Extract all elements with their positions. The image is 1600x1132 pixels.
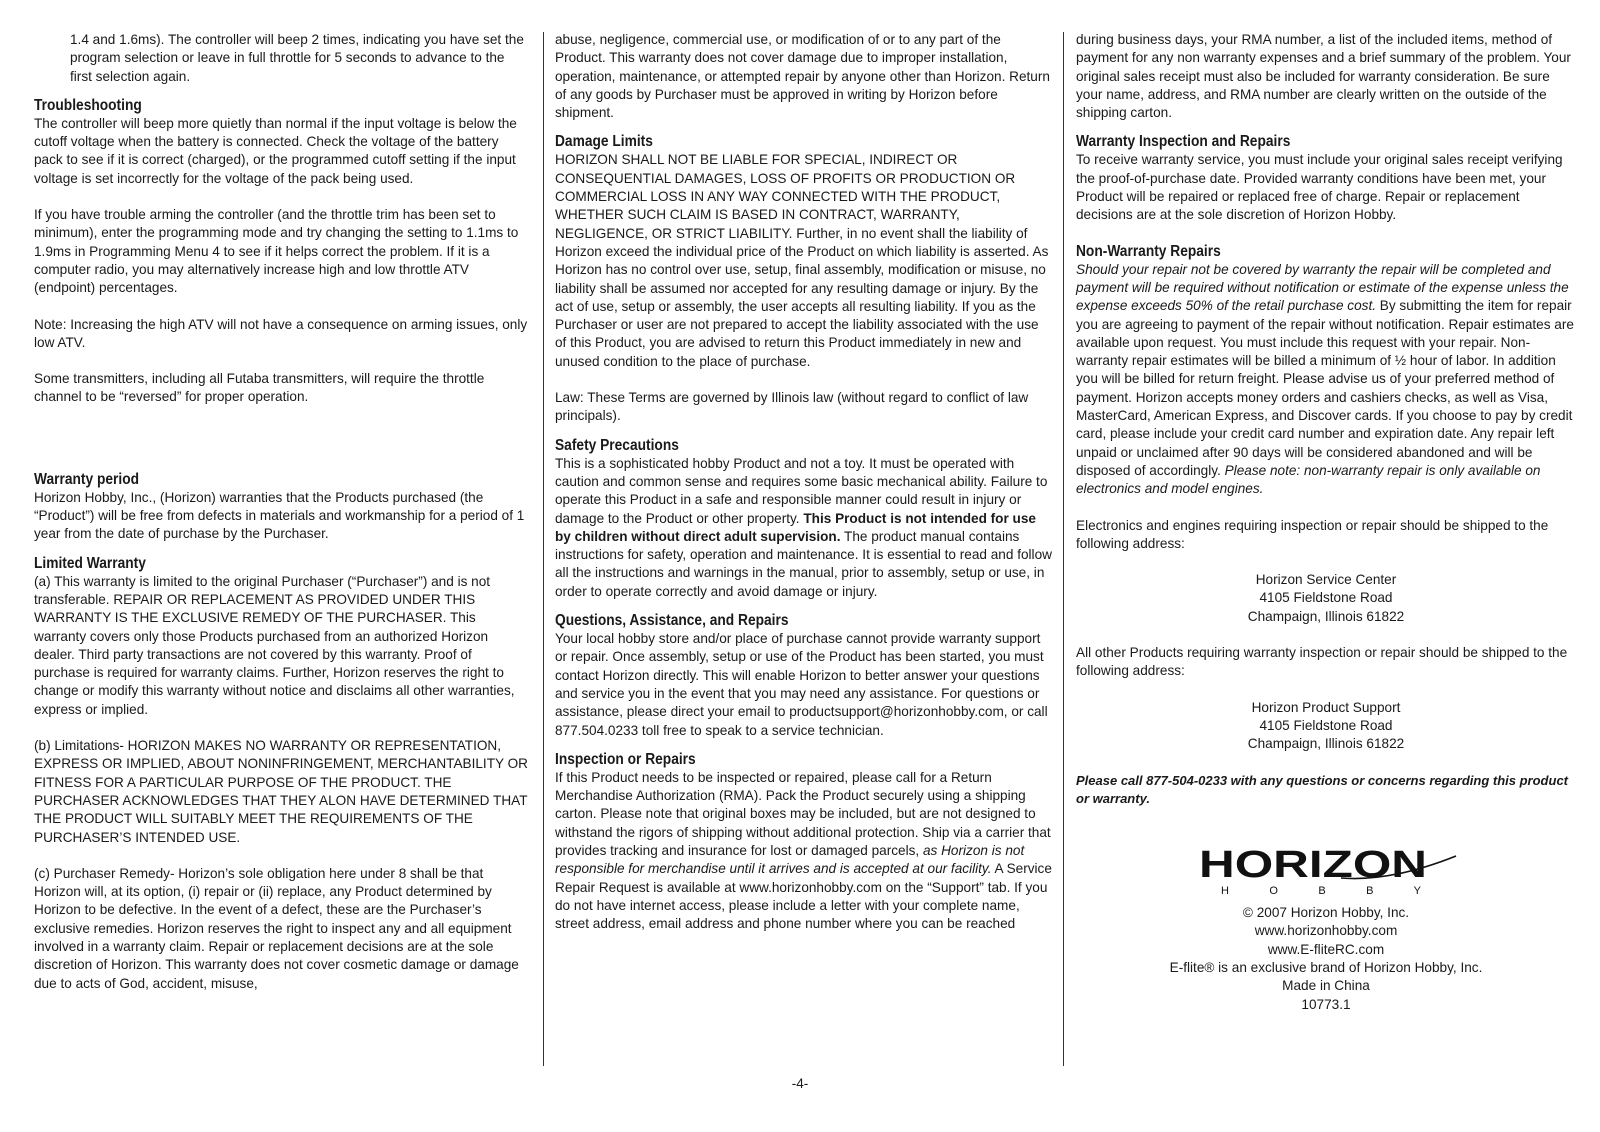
non-warranty-body: By submitting the item for repair you are agreeing to payment of the repair without notification. Repair estimates are available upon request. You must include this request with your repair. Non-warranty repair estimates will be billed a minimum of ½ hour of labor. In addition you will be billed for return freight. Please advise us of your preferred method of payment. Horizon accepts money orders and cashiers checks, as well as Visa, MasterCard, American Express, and Discover cards. If you choose to pay by credit card, please include your credit card number and expiration date. Any repair left unpaid or unclaimed after 90 days will be considered abandoned and will be disposed of accordingly. xyxy=(1076,298,1574,478)
origin-notice: Made in China xyxy=(1282,978,1370,994)
non-warranty-heading: Non-Warranty Repairs xyxy=(1076,242,1221,260)
shipping-instructions-1: Electronics and engines requiring inspection or repair should be shipped to the following address: xyxy=(1076,517,1549,551)
inspection-paragraph xyxy=(555,769,1053,934)
address-line: Champaign, Illinois 61822 xyxy=(1247,608,1405,624)
non-warranty-paragraph xyxy=(1076,261,1576,499)
col2-intro-paragraph: abuse, negligence, commercial use, or modification of or to any part of the Product. This warranty does not cover damage due to improper installation, operation, maintenance, or attempted repair by anyone other than Horizon. Return of any goods by Purchaser must be approved in writing by Horizon before shipment. xyxy=(555,32,1050,121)
safety-paragraph xyxy=(555,455,1053,601)
service-center-address xyxy=(1076,571,1576,626)
troubleshooting-note: Note: Increasing the high ATV will not have a consequence on arming issues, only low ATV. xyxy=(34,316,528,350)
intro-paragraph: 1.4 and 1.6ms). The controller will beep 2 times, indicating you have set the program selection or leave in full throttle for 5 seconds to advance to the first selection again. xyxy=(70,32,524,84)
copyright: © 2007 Horizon Hobby, Inc. xyxy=(1242,905,1410,921)
page-number: -4- xyxy=(791,1076,809,1091)
column-divider-2 xyxy=(1063,32,1064,1066)
limited-warranty-heading: Limited Warranty xyxy=(34,554,146,572)
logo-subword: H O B B Y xyxy=(1221,885,1421,898)
troubleshooting-heading: Troubleshooting xyxy=(34,96,142,114)
governing-law-paragraph: Law: These Terms are governed by Illinois law (without regard to conflict of law principals). xyxy=(555,390,1029,424)
product-support-address xyxy=(1076,699,1576,754)
shipping-instructions-2: All other Products requiring warranty inspection or repair should be shipped to the following address: xyxy=(1076,645,1568,679)
col3-intro-paragraph: during business days, your RMA number, a list of the included items, method of payment for any non warranty expenses and a brief summary of the problem. Your original sales receipt must also be included for warranty consideration. Be sure your name, address, and RMA number are clearly written on the outside of the shipping carton. xyxy=(1076,32,1571,121)
website-link: www.E-fliteRC.com xyxy=(1267,941,1385,957)
warranty-inspection-paragraph: To receive warranty service, you must include your original sales receipt verifying the proof-of-purchase date. Provided warranty conditions have been met, your Product will be repaired or replaced free of charge. Repair or replacement decisions are at the sole discretion of Horizon Hobby. xyxy=(1076,152,1563,223)
horizon-hobby-logo xyxy=(1191,842,1461,898)
warranty-inspection-heading: Warranty Inspection and Repairs xyxy=(1076,133,1291,151)
address-line: Horizon Service Center xyxy=(1255,572,1397,588)
footer-block xyxy=(1076,904,1576,1014)
troubleshooting-paragraph-4: Some transmitters, including all Futaba transmitters, will require the throttle channel to be “reversed” for proper operation. xyxy=(34,371,485,405)
address-line: 4105 Fieldstone Road xyxy=(1259,717,1393,733)
column-1 xyxy=(34,31,529,993)
inspection-text-start: If this Product needs to be inspected or repaired, please call for a Return Merchandise Authorization (RMA). Pack the Product securely using a shipping carton. Please note that original boxes may be included, but are not designed to withstand the rigors of shipping without additional protection. Ship via a carrier that provides tracking and insurance for lost or damaged parcels, xyxy=(555,769,1051,858)
troubleshooting-paragraph-2: If you have trouble arming the controller (and the throttle trim has been set to minimum), enter the programming mode and try changing the setting to 1.1ms to 1.9ms in Programming Menu 4 to see if it helps correct the problem. If it is a computer radio, you may alternatively increase high and low throttle ATV (endpoint) percentages. xyxy=(34,207,519,296)
damage-limits-heading: Damage Limits xyxy=(555,133,653,151)
limited-warranty-a: (a) This warranty is limited to the original Purchaser (“Purchaser”) and is not transferable. REPAIR OR REPLACEMENT AS PROVIDED UNDER THIS WARRANTY IS THE EXCLUSIVE REMEDY OF THE PURCHASER. This warranty covers only those Products purchased from an authorized Horizon dealer. Third party transactions are not covered by this warranty. Proof of purchase is required for warranty claims. Further, Horizon reserves the right to change or modify this warranty without notice and disclaims all other warranties, express or implied. xyxy=(34,573,515,717)
safety-text-start: This is a sophisticated hobby Product and not a toy. It must be operated with caution and common sense and requires some basic mechanical ability. Failure to operate this Product in a safe and responsible manner could result in injury or damage to the Product or other property. xyxy=(555,455,1048,526)
inspection-heading: Inspection or Repairs xyxy=(555,750,696,768)
website-link: www.horizonhobby.com xyxy=(1254,923,1398,939)
document-number: 10773.1 xyxy=(1301,996,1351,1012)
column-3 xyxy=(1076,31,1576,1014)
questions-heading: Questions, Assistance, and Repairs xyxy=(555,612,789,630)
non-warranty-italic-note: Please note: non-warranty repair is only available on electronics and model engines. xyxy=(1076,462,1541,497)
safety-text-end: The product manual contains instructions for safety, operation and maintenance. It is essential to read and follow all the instructions and warnings in the manual, prior to assembly, setup or use, in order to operate correctly and avoid damage or injury. xyxy=(555,528,1052,599)
brand-notice: E-flite® is an exclusive brand of Horizon Hobby, Inc. xyxy=(1169,959,1483,975)
warranty-period-heading: Warranty period xyxy=(34,470,140,488)
warranty-period-paragraph: Horizon Hobby, Inc., (Horizon) warranties that the Products purchased (the “Product”) will be free from defects in materials and workmanship for a period of 1 year from the date of purchase by the Purchaser. xyxy=(34,489,525,542)
troubleshooting-paragraph-1: The controller will beep more quietly than normal if the input voltage is below the cutoff voltage when the battery is connected. Check the voltage of the battery pack to see if it is correct (charged), or the programmed cutoff setting if the input voltage is set incorrectly for the voltage of the pack being used. xyxy=(34,115,517,186)
inspection-text-end: A Service Repair Request is available at www.horizonhobby.com on the “Support” tab. If you do not have internet access, please include a letter with your complete name, street address, email address and phone number where you can be reached xyxy=(555,861,1052,932)
address-line: Horizon Product Support xyxy=(1251,699,1401,715)
call-notice: Please call 877-504-0233 with any questions or concerns regarding this product or warranty. xyxy=(1076,772,1569,806)
safety-precautions-heading: Safety Precautions xyxy=(555,436,679,454)
address-line: 4105 Fieldstone Road xyxy=(1259,590,1393,606)
limited-warranty-b: (b) Limitations- HORIZON MAKES NO WARRANTY OR REPRESENTATION, EXPRESS OR IMPLIED, ABOUT NONINFRINGEMENT, MERCHANTABILITY OR FITNESS FOR A PARTICULAR PURPOSE OF THE PRODUCT. THE PURCHASER ACKNOWLEDGES THAT THEY ALON HAVE DETERMINED THAT THE PRODUCT WILL SUITABLY MEET THE REQUIREMENTS OF THE PURCHASER’S INTENDED USE. xyxy=(34,738,528,845)
limited-warranty-c: (c) Purchaser Remedy- Horizon’s sole obligation here under 8 shall be that Horizon will, at its option, (i) repair or (ii) replace, any Product determined by Horizon to be defective. In the event of a defect, these are the Purchaser’s exclusive remedies. Horizon reserves the right to inspect any and all equipment involved in a warranty claim. Repair or replacement decisions are at the sole discretion of Horizon. This warranty does not cover cosmetic damage or damage due to acts of God, accident, misuse, xyxy=(34,865,519,991)
column-2 xyxy=(555,31,1053,933)
inspection-italic-note: as Horizon is not responsible for merchandise until it arrives and is accepted at our facility. xyxy=(555,842,1025,877)
damage-limits-paragraph: HORIZON SHALL NOT BE LIABLE FOR SPECIAL, INDIRECT OR CONSEQUENTIAL DAMAGES, LOSS OF PROFITS OR PRODUCTION OR COMMERCIAL LOSS IN ANY WAY CONNECTED WITH THE PRODUCT, WHETHER SUCH CLAIM IS BASED IN CONTRACT, WARRANTY, NEGLIGENCE, OR STRICT LIABILITY. Further, in no event shall the liability of Horizon exceed the individual price of the Product on which liability is asserted. As Horizon has no control over use, setup, final assembly, modification or misuse, no liability shall be assumed nor accepted for any resulting damage or injury. By the act of use, setup or assembly, the user accepts all resulting liability. If you as the Purchaser or user are not prepared to accept the liability associated with the use of this Product, you are advised to return this Product immediately in new and unused condition to the place of purchase. xyxy=(555,152,1049,369)
column-divider-1 xyxy=(543,32,544,1066)
safety-children-warning: This Product is not intended for use by children without direct adult supervision. xyxy=(555,510,1036,544)
non-warranty-italic-lead: Should your repair not be covered by warranty the repair will be completed and payment will be required without notification or estimate of the expense unless the expense exceeds 50% of the retail purchase cost. xyxy=(1076,261,1569,314)
logo-word: HORIZON xyxy=(1199,844,1427,887)
address-line: Champaign, Illinois 61822 xyxy=(1247,736,1405,752)
questions-paragraph: Your local hobby store and/or place of purchase cannot provide warranty support or repair. Once assembly, setup or use of the Product has been started, you must contact Horizon directly. This will enable Horizon to better answer your questions and service you in the event that you may need any assistance. For questions or assistance, please direct your email to productsupport@horizonhobby.com, or call 877.504.0233 toll free to speak to a service technician. xyxy=(555,631,1048,738)
